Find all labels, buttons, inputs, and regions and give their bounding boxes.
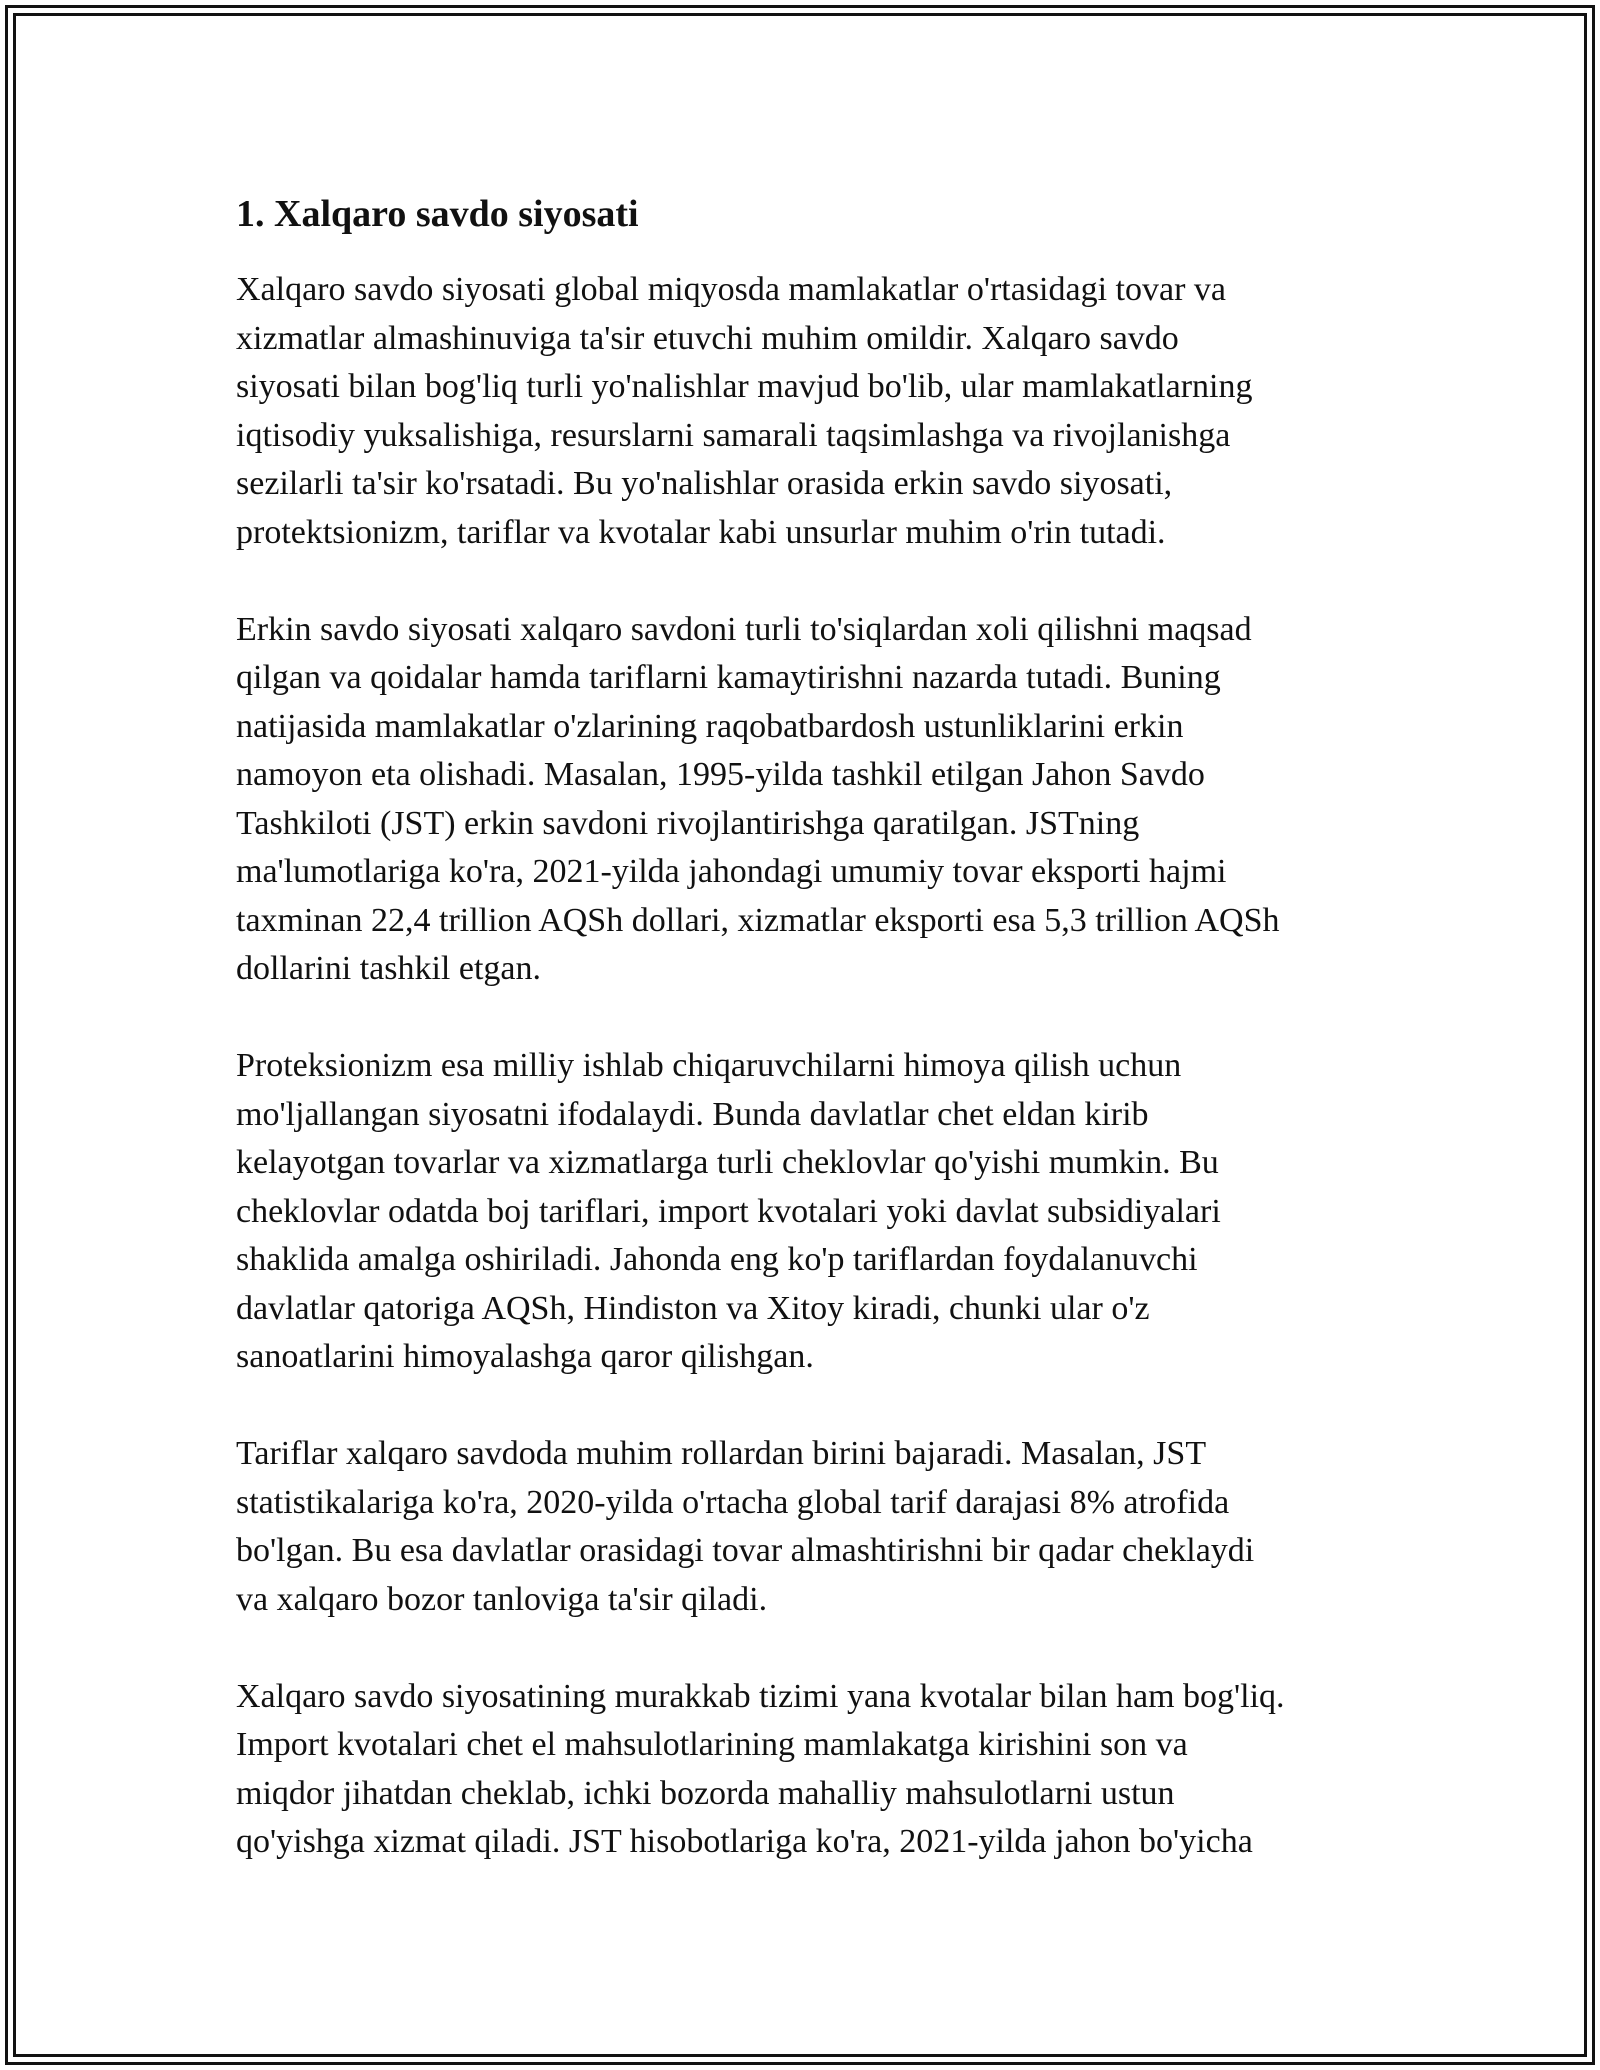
paragraph-free-trade: Erkin savdo siyosati xalqaro savdoni turli to'siqlardan xoli qilishni maqsad qilgan va qoidalar hamda tariflarni kamaytirishni nazarda tutadi. Buning natijasida mamlakatlar o'zlarining raqobatbardosh ustunliklarini erkin namoyon eta olishadi. Masalan, 1995-yilda tashkil etilgan Jahon Savdo Tashkiloti (JST) erkin savdoni rivojlantirishga qaratilgan. JSTning ma'lumotlariga ko'ra, 2021-yilda jahondagi umumiy tovar eksporti hajmi taxminan 22,4 trillion AQSh dollari, xizmatlar eksporti esa 5,3 trillion AQSh dollarini tashkil etgan. [236, 610, 1280, 987]
paragraph-intro: Xalqaro savdo siyosati global miqyosda mamlakatlar o'rtasidagi tovar va xizmatlar almashinuviga ta'sir etuvchi muhim omildir. Xalqaro savdo siyosati bilan bog'liq turli yo'nalishlar mavjud bo'lib, ular mamlakatlarning iqtisodiy yuksalishiga, resurslarni samarali taqsimlashga va rivojlanishga sezilarli ta'sir ko'rsatadi. Bu yo'nalishlar orasida erkin savdo siyosati, protektsionizm, tariflar va kvotalar kabi unsurlar muhim o'rin tutadi. [236, 271, 1253, 551]
paragraph-quotas: Xalqaro savdo siyosatining murakkab tizimi yana kvotalar bilan ham bog'liq. Import kvotalari chet el mahsulotlarining mamlakatga kirishini son va miqdor jihatdan cheklab, ichki bozorda mahalliy mahsulotlarni ustun qo'yishga xizmat qiladi. JST hisobotlariga ko'ra, 2021-yilda jahon bo'yicha [236, 1677, 1285, 1860]
section-heading: 1. Xalqaro savdo siyosati [236, 193, 639, 235]
document-body [236, 186, 1384, 1867]
paragraph-tariffs: Tariflar xalqaro savdoda muhim rollardan birini bajaradi. Masalan, JST statistikalariga ko'ra, 2020-yilda o'rtacha global tarif darajasi 8% atrofida bo'lgan. Bu esa davlatlar orasidagi tovar almashtirishni bir qadar cheklaydi va xalqaro bozor tanloviga ta'sir qiladi. [236, 1435, 1255, 1618]
paragraph-protectionism: Proteksionizm esa milliy ishlab chiqaruvchilarni himoya qilish uchun mo'ljallangan siyosatni ifodalaydi. Bunda davlatlar chet eldan kirib kelayotgan tovarlar va xizmatlarga turli cheklovlar qo'yishi mumkin. Bu cheklovlar odatda boj tariflari, import kvotalari yoki davlat subsidiyalari shaklida amalga oshiriladi. Jahonda eng ko'p tariflardan foydalanuvchi davlatlar qatoriga AQSh, Hindiston va Xitoy kiradi, chunki ular o'z sanoatlarini himoyalashga qaror qilishgan. [236, 1047, 1221, 1375]
